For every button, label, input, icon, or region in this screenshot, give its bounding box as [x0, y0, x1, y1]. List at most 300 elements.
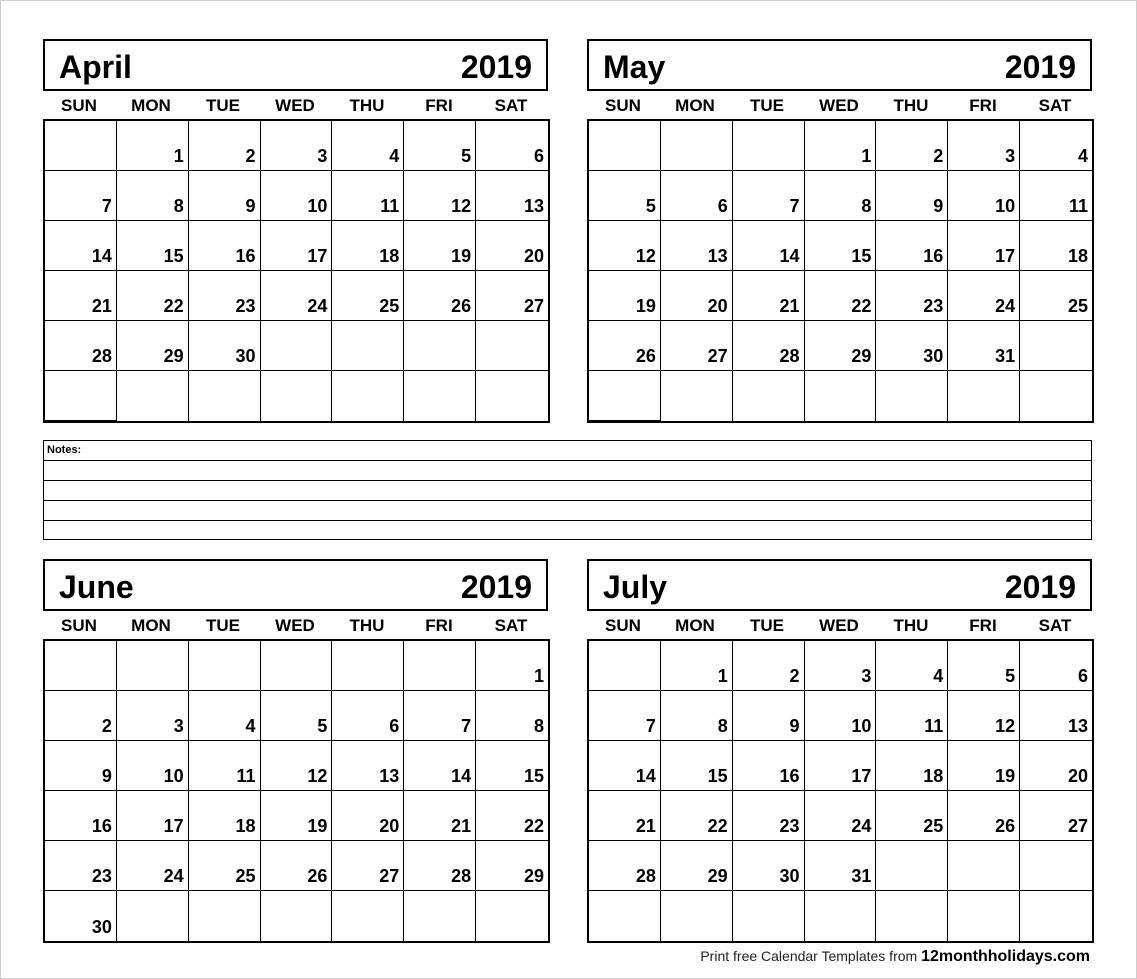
- day-cell[interactable]: [189, 691, 261, 741]
- day-cell[interactable]: [261, 891, 333, 941]
- day-number: 2: [245, 146, 256, 166]
- day-cell[interactable]: [948, 841, 1020, 891]
- day-number: 17: [307, 246, 328, 266]
- day-cell[interactable]: [876, 791, 948, 841]
- day-cell[interactable]: [948, 171, 1020, 221]
- day-cell[interactable]: [189, 791, 261, 841]
- day-number: 4: [1077, 146, 1088, 166]
- day-cell[interactable]: [948, 321, 1020, 371]
- day-cell[interactable]: [589, 321, 661, 371]
- day-cell[interactable]: [332, 271, 404, 321]
- day-cell[interactable]: [661, 841, 733, 891]
- day-cell[interactable]: [117, 271, 189, 321]
- weekday-label: SUN: [605, 616, 641, 635]
- weekday-label: FRI: [425, 96, 453, 115]
- day-cell[interactable]: [117, 121, 189, 171]
- day-number: 10: [307, 196, 328, 216]
- day-cell[interactable]: [948, 271, 1020, 321]
- month-year: 2019: [460, 569, 532, 605]
- day-cell[interactable]: [733, 371, 805, 421]
- day-cell[interactable]: [476, 371, 548, 421]
- day-cell[interactable]: [404, 271, 476, 321]
- day-cell[interactable]: [261, 841, 333, 891]
- day-number: 27: [1067, 816, 1088, 836]
- day-number: 2: [789, 666, 800, 686]
- day-cell[interactable]: [1020, 221, 1092, 271]
- day-number: 24: [851, 816, 872, 836]
- day-cell[interactable]: [332, 321, 404, 371]
- footer-brand-link[interactable]: 12monthholidays.com: [921, 948, 1090, 965]
- day-number: 3: [317, 146, 328, 166]
- day-cell[interactable]: [661, 891, 733, 941]
- day-cell[interactable]: [117, 221, 189, 271]
- day-number: 22: [523, 816, 544, 836]
- day-number: 12: [307, 766, 328, 786]
- day-number: 14: [635, 766, 656, 786]
- day-cell[interactable]: [805, 691, 877, 741]
- day-cell[interactable]: [45, 791, 117, 841]
- day-cell[interactable]: [589, 271, 661, 321]
- day-number: 18: [1067, 246, 1088, 266]
- day-cell[interactable]: [476, 791, 548, 841]
- day-cell[interactable]: [404, 691, 476, 741]
- weekday-label: THU: [893, 96, 929, 115]
- day-cell[interactable]: [948, 371, 1020, 421]
- day-cell[interactable]: [948, 741, 1020, 791]
- day-number: 10: [163, 766, 184, 786]
- day-number: 13: [379, 766, 400, 786]
- day-cell[interactable]: [661, 371, 733, 421]
- footer-credit: [700, 948, 1090, 966]
- day-number: 2: [101, 716, 112, 736]
- day-cell[interactable]: [805, 841, 877, 891]
- day-number: 29: [707, 866, 728, 886]
- day-cell[interactable]: [404, 841, 476, 891]
- day-number: 26: [995, 816, 1016, 836]
- month-name: April: [59, 49, 132, 85]
- day-number: 17: [851, 766, 872, 786]
- day-cell[interactable]: [876, 221, 948, 271]
- day-cell[interactable]: [948, 691, 1020, 741]
- day-cell[interactable]: [1020, 121, 1092, 171]
- day-number: 18: [923, 766, 944, 786]
- day-cell[interactable]: [733, 221, 805, 271]
- day-cell[interactable]: [805, 271, 877, 321]
- day-number: 16: [779, 766, 800, 786]
- day-cell[interactable]: [476, 741, 548, 791]
- day-number: 9: [245, 196, 256, 216]
- day-cell[interactable]: [332, 221, 404, 271]
- day-number: 16: [923, 246, 944, 266]
- day-cell[interactable]: [476, 691, 548, 741]
- day-cell[interactable]: [661, 691, 733, 741]
- day-cell[interactable]: [332, 891, 404, 941]
- notes-line: [44, 461, 1091, 481]
- day-cell[interactable]: [189, 371, 261, 421]
- day-cell[interactable]: [45, 271, 117, 321]
- day-cell[interactable]: [189, 121, 261, 171]
- day-cell[interactable]: [948, 221, 1020, 271]
- day-cell[interactable]: [45, 321, 117, 371]
- notes-line: [44, 441, 1091, 461]
- day-number: 13: [707, 246, 728, 266]
- day-cell[interactable]: [476, 271, 548, 321]
- day-cell[interactable]: [261, 171, 333, 221]
- notes-box[interactable]: [43, 440, 1092, 540]
- day-number: 1: [861, 146, 872, 166]
- day-number: 21: [779, 296, 800, 316]
- day-cell[interactable]: [332, 791, 404, 841]
- day-number: 27: [379, 866, 400, 886]
- day-cell[interactable]: [117, 641, 189, 691]
- day-cell[interactable]: [661, 171, 733, 221]
- day-cell[interactable]: [261, 371, 333, 421]
- weekday-label: SAT: [494, 616, 528, 635]
- day-number: 25: [235, 866, 256, 886]
- day-number: 1: [533, 666, 544, 686]
- day-number: 26: [451, 296, 472, 316]
- day-cell[interactable]: [805, 791, 877, 841]
- day-number: 22: [707, 816, 728, 836]
- day-cell[interactable]: [117, 171, 189, 221]
- day-cell[interactable]: [589, 121, 661, 171]
- day-number: 9: [789, 716, 800, 736]
- day-cell[interactable]: [805, 121, 877, 171]
- weekday-label: WED: [275, 96, 315, 115]
- day-cell[interactable]: [948, 891, 1020, 941]
- weekday-label: TUE: [750, 616, 784, 635]
- day-number: 6: [389, 716, 400, 736]
- day-number: 24: [163, 866, 184, 886]
- day-cell[interactable]: [404, 891, 476, 941]
- weekday-label: SAT: [1038, 96, 1072, 115]
- month-name: June: [59, 569, 134, 605]
- day-number: 15: [523, 766, 544, 786]
- day-cell[interactable]: [332, 841, 404, 891]
- day-cell[interactable]: [261, 741, 333, 791]
- day-cell[interactable]: [661, 321, 733, 371]
- day-number: 16: [91, 816, 112, 836]
- day-number: 8: [717, 716, 728, 736]
- weekday-label: WED: [819, 616, 859, 635]
- day-cell[interactable]: [404, 791, 476, 841]
- day-cell[interactable]: [45, 171, 117, 221]
- day-cell[interactable]: [45, 891, 117, 941]
- day-cell[interactable]: [332, 741, 404, 791]
- day-number: 27: [707, 346, 728, 366]
- day-cell[interactable]: [332, 691, 404, 741]
- day-grid: [587, 639, 1094, 943]
- day-cell[interactable]: [404, 221, 476, 271]
- day-cell[interactable]: [189, 841, 261, 891]
- day-cell[interactable]: [1020, 321, 1092, 371]
- day-cell[interactable]: [589, 841, 661, 891]
- day-cell[interactable]: [189, 891, 261, 941]
- day-number: 10: [851, 716, 872, 736]
- day-cell[interactable]: [332, 121, 404, 171]
- day-cell[interactable]: [876, 371, 948, 421]
- day-cell[interactable]: [117, 741, 189, 791]
- weekday-label: WED: [819, 96, 859, 115]
- day-cell[interactable]: [45, 371, 117, 421]
- day-number: 29: [851, 346, 872, 366]
- day-number: 26: [635, 346, 656, 366]
- day-cell[interactable]: [261, 321, 333, 371]
- day-number: 20: [1067, 766, 1088, 786]
- day-cell[interactable]: [404, 321, 476, 371]
- day-number: 28: [635, 866, 656, 886]
- day-number: 13: [1067, 716, 1088, 736]
- day-number: 25: [923, 816, 944, 836]
- day-cell[interactable]: [332, 641, 404, 691]
- day-cell[interactable]: [733, 891, 805, 941]
- day-cell[interactable]: [261, 691, 333, 741]
- day-grid: [43, 119, 550, 423]
- day-number: 6: [1077, 666, 1088, 686]
- day-cell[interactable]: [404, 741, 476, 791]
- day-number: 21: [635, 816, 656, 836]
- weekday-label: SAT: [494, 96, 528, 115]
- day-cell[interactable]: [661, 741, 733, 791]
- weekday-label: SUN: [61, 96, 97, 115]
- day-grid: [43, 639, 550, 943]
- day-number: 18: [235, 816, 256, 836]
- day-cell[interactable]: [733, 691, 805, 741]
- day-number: 7: [789, 196, 800, 216]
- day-cell[interactable]: [589, 741, 661, 791]
- day-cell[interactable]: [117, 791, 189, 841]
- weekday-label: TUE: [206, 616, 240, 635]
- day-cell[interactable]: [1020, 841, 1092, 891]
- day-number: 8: [533, 716, 544, 736]
- day-number: 29: [163, 346, 184, 366]
- day-number: 17: [995, 246, 1016, 266]
- day-cell[interactable]: [876, 321, 948, 371]
- day-number: 31: [851, 866, 872, 886]
- day-cell[interactable]: [876, 271, 948, 321]
- day-cell[interactable]: [117, 371, 189, 421]
- day-grid: [587, 119, 1094, 423]
- day-number: 3: [173, 716, 184, 736]
- day-cell[interactable]: [476, 221, 548, 271]
- day-cell[interactable]: [117, 891, 189, 941]
- day-cell[interactable]: [805, 741, 877, 791]
- day-cell[interactable]: [805, 641, 877, 691]
- day-number: 19: [995, 766, 1016, 786]
- day-number: 12: [635, 246, 656, 266]
- day-cell[interactable]: [189, 171, 261, 221]
- day-cell[interactable]: [876, 691, 948, 741]
- day-cell[interactable]: [805, 891, 877, 941]
- day-cell[interactable]: [476, 321, 548, 371]
- day-number: 5: [317, 716, 328, 736]
- day-cell[interactable]: [948, 121, 1020, 171]
- day-number: 30: [235, 346, 256, 366]
- day-number: 27: [523, 296, 544, 316]
- day-cell[interactable]: [733, 121, 805, 171]
- day-cell[interactable]: [45, 641, 117, 691]
- day-number: 23: [779, 816, 800, 836]
- weekday-label: FRI: [969, 96, 997, 115]
- day-cell[interactable]: [1020, 641, 1092, 691]
- day-cell[interactable]: [733, 171, 805, 221]
- day-cell[interactable]: [661, 641, 733, 691]
- weekday-label: SUN: [605, 96, 641, 115]
- day-cell[interactable]: [45, 121, 117, 171]
- day-cell[interactable]: [805, 221, 877, 271]
- month-year: 2019: [460, 49, 532, 85]
- day-cell[interactable]: [733, 271, 805, 321]
- day-cell[interactable]: [733, 641, 805, 691]
- day-number: 4: [245, 716, 256, 736]
- day-cell[interactable]: [189, 221, 261, 271]
- day-number: 23: [923, 296, 944, 316]
- day-cell[interactable]: [1020, 271, 1092, 321]
- day-cell[interactable]: [476, 121, 548, 171]
- day-cell[interactable]: [589, 641, 661, 691]
- month-title-bar: [43, 39, 548, 91]
- day-cell[interactable]: [876, 171, 948, 221]
- day-cell[interactable]: [661, 271, 733, 321]
- day-number: 1: [717, 666, 728, 686]
- day-cell[interactable]: [476, 841, 548, 891]
- day-cell[interactable]: [805, 371, 877, 421]
- day-number: 30: [923, 346, 944, 366]
- day-cell[interactable]: [733, 841, 805, 891]
- day-number: 12: [451, 196, 472, 216]
- day-cell[interactable]: [404, 371, 476, 421]
- weekday-label: MON: [675, 616, 715, 635]
- day-cell[interactable]: [45, 741, 117, 791]
- day-cell[interactable]: [1020, 741, 1092, 791]
- weekday-label: THU: [349, 96, 385, 115]
- day-cell[interactable]: [876, 641, 948, 691]
- footer-text: Print free Calendar Templates from: [700, 948, 922, 964]
- day-cell[interactable]: [261, 271, 333, 321]
- day-cell[interactable]: [948, 791, 1020, 841]
- day-cell[interactable]: [261, 221, 333, 271]
- day-number: 5: [645, 196, 656, 216]
- day-cell[interactable]: [189, 271, 261, 321]
- month-year: 2019: [1004, 49, 1076, 85]
- day-number: 9: [933, 196, 944, 216]
- day-cell[interactable]: [189, 641, 261, 691]
- day-number: 28: [779, 346, 800, 366]
- weekday-label: THU: [893, 616, 929, 635]
- day-cell[interactable]: [876, 741, 948, 791]
- day-cell[interactable]: [404, 171, 476, 221]
- day-cell[interactable]: [948, 641, 1020, 691]
- day-cell[interactable]: [404, 641, 476, 691]
- weekday-header-row: [43, 93, 548, 119]
- day-cell[interactable]: [876, 841, 948, 891]
- day-cell[interactable]: [589, 791, 661, 841]
- day-cell[interactable]: [476, 641, 548, 691]
- day-cell[interactable]: [805, 171, 877, 221]
- day-cell[interactable]: [876, 891, 948, 941]
- day-number: 20: [523, 246, 544, 266]
- day-cell[interactable]: [589, 891, 661, 941]
- day-number: 12: [995, 716, 1016, 736]
- day-cell[interactable]: [45, 691, 117, 741]
- day-cell[interactable]: [189, 321, 261, 371]
- day-cell[interactable]: [589, 171, 661, 221]
- day-number: 23: [235, 296, 256, 316]
- day-cell[interactable]: [1020, 891, 1092, 941]
- month-title-bar: [587, 39, 1092, 91]
- day-cell[interactable]: [733, 321, 805, 371]
- day-number: 15: [163, 246, 184, 266]
- notes-line: [44, 481, 1091, 501]
- day-number: 19: [307, 816, 328, 836]
- day-number: 14: [451, 766, 472, 786]
- weekday-label: TUE: [750, 96, 784, 115]
- day-cell[interactable]: [404, 121, 476, 171]
- day-cell[interactable]: [261, 121, 333, 171]
- day-cell[interactable]: [45, 221, 117, 271]
- weekday-label: MON: [131, 616, 171, 635]
- day-number: 8: [861, 196, 872, 216]
- day-number: 11: [1068, 196, 1088, 216]
- day-cell[interactable]: [117, 321, 189, 371]
- day-number: 15: [851, 246, 872, 266]
- day-cell[interactable]: [117, 841, 189, 891]
- day-number: 1: [173, 146, 184, 166]
- day-cell[interactable]: [876, 121, 948, 171]
- day-cell[interactable]: [332, 371, 404, 421]
- day-cell[interactable]: [117, 691, 189, 741]
- day-number: 4: [933, 666, 944, 686]
- day-cell[interactable]: [1020, 691, 1092, 741]
- day-cell[interactable]: [661, 221, 733, 271]
- day-number: 20: [707, 296, 728, 316]
- day-cell[interactable]: [189, 741, 261, 791]
- day-cell[interactable]: [45, 841, 117, 891]
- day-number: 9: [101, 766, 112, 786]
- day-number: 30: [91, 917, 112, 937]
- day-cell[interactable]: [589, 221, 661, 271]
- day-cell[interactable]: [1020, 171, 1092, 221]
- day-cell[interactable]: [476, 171, 548, 221]
- day-cell[interactable]: [589, 691, 661, 741]
- day-cell[interactable]: [332, 171, 404, 221]
- day-cell[interactable]: [476, 891, 548, 941]
- day-number: 21: [451, 816, 472, 836]
- weekday-label: SUN: [61, 616, 97, 635]
- day-cell[interactable]: [261, 791, 333, 841]
- day-cell[interactable]: [261, 641, 333, 691]
- day-cell[interactable]: [733, 741, 805, 791]
- day-number: 28: [451, 866, 472, 886]
- day-cell[interactable]: [661, 121, 733, 171]
- day-cell[interactable]: [1020, 791, 1092, 841]
- weekday-header-row: [43, 613, 548, 639]
- notes-line: [44, 501, 1091, 521]
- notes-line: [44, 521, 1091, 541]
- day-cell[interactable]: [805, 321, 877, 371]
- day-number: 5: [461, 146, 472, 166]
- day-number: 5: [1005, 666, 1016, 686]
- day-number: 30: [779, 866, 800, 886]
- day-number: 22: [163, 296, 184, 316]
- day-number: 7: [645, 716, 656, 736]
- day-cell[interactable]: [733, 791, 805, 841]
- day-cell[interactable]: [1020, 371, 1092, 421]
- day-cell[interactable]: [661, 791, 733, 841]
- day-cell[interactable]: [589, 371, 661, 421]
- day-number: 18: [379, 246, 400, 266]
- weekday-label: SAT: [1038, 616, 1072, 635]
